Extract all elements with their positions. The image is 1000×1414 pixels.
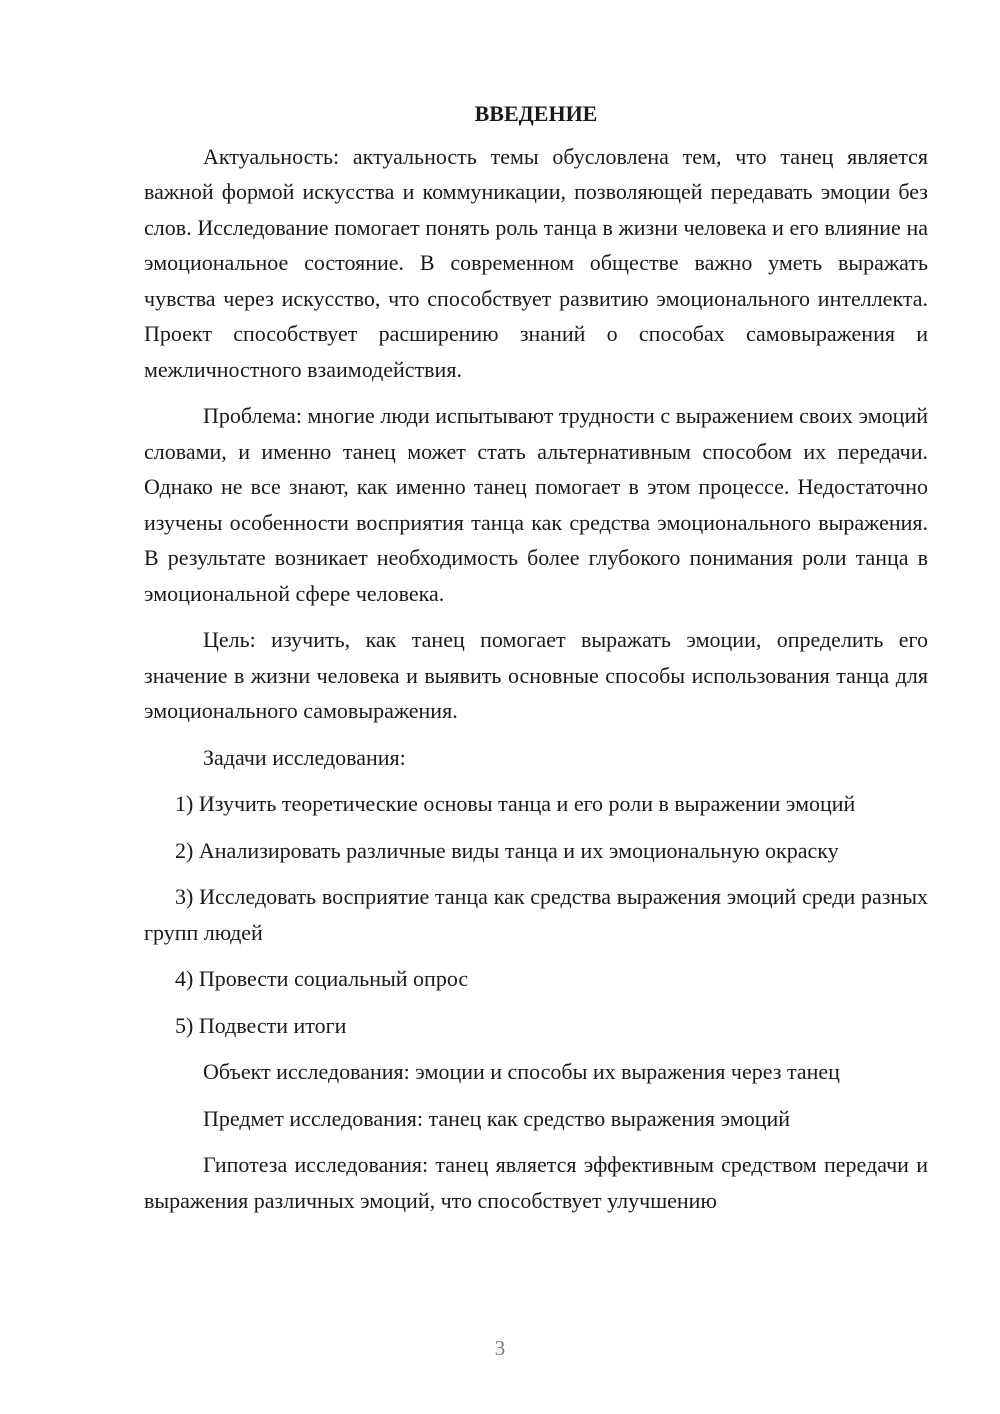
paragraph-relevance: Актуальность: актуальность темы обусловлена тем, что танец является важной формой искусства и коммуникации, позволяющей передавать эмоции без слов. Исследование помогает понять роль танца в жизни человека и его влияние на эмоциональное состояние. В современном обществе важно уметь выражать чувства через искусство, что способствует развитию эмоционального интеллекта. Проект способствует расширению знаний о способах самовыражения и межличностного взаимодействия. [144, 143, 928, 382]
paragraph-problem: Проблема: многие люди испытывают трудности с выражением своих эмоций словами, и именно танец может стать альтернативным способом их передачи. Однако не все знают, как именно танец помогает в этом процессе. Недостаточно изучены особенности восприятия танца как средства эмоционального выражения. В результате возникает необходимость более глубокого понимания роли танца в эмоциональной сфере человека. [144, 403, 928, 606]
page-number: 3 [494, 1336, 506, 1360]
task-item: 4) Провести социальный опрос [175, 966, 469, 991]
research-object: Объект исследования: эмоции и способы их выражения через танец [203, 1059, 840, 1084]
task-item: 3) Исследовать восприятие танца как средства выражения эмоций среди разных групп людей [144, 884, 928, 945]
tasks-heading: Задачи исследования: [203, 744, 406, 770]
research-hypothesis: Гипотеза исследования: танец является эффективным средством передачи и выражения различных эмоций, что способствует улучшению [144, 1152, 928, 1213]
section-title: ВВЕДЕНИЕ [474, 101, 598, 126]
task-item: 5) Подвести итоги [175, 1012, 347, 1038]
task-item: 1) Изучить теоретические основы танца и его роли в выражении эмоций [175, 791, 856, 816]
task-item: 2) Анализировать различные виды танца и их эмоциональную окраску [175, 837, 839, 863]
research-subject: Предмет исследования: танец как средство выражения эмоций [203, 1105, 791, 1131]
tasks-list [144, 786, 928, 1043]
page-content [144, 96, 928, 1218]
paragraph-goal: Цель: изучить, как танец помогает выражать эмоции, определить его значение в жизни человека и выявить основные способы использования танца для эмоционального самовыражения. [144, 627, 928, 723]
